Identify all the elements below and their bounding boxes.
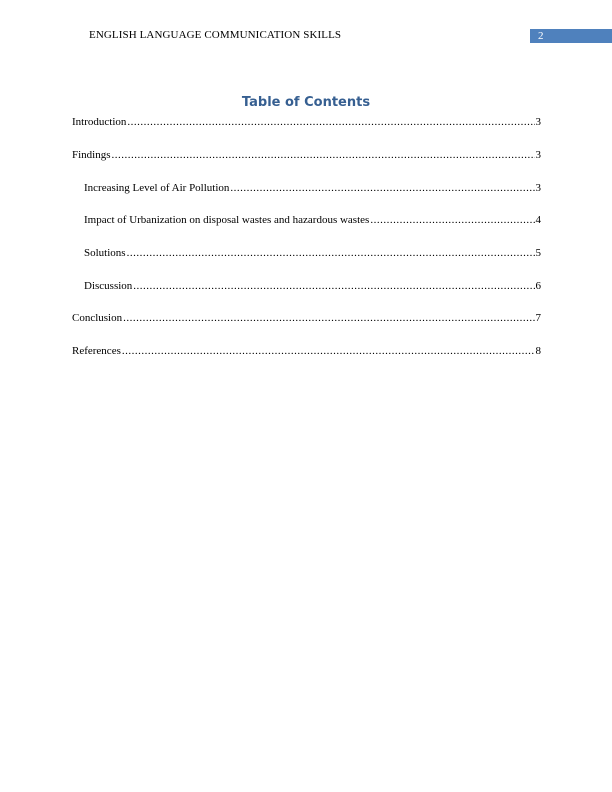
toc-leader-dots [112, 147, 535, 163]
page-number-badge [530, 29, 612, 43]
toc-entry-discussion[interactable] [84, 278, 541, 294]
toc-entry-page: 7 [535, 312, 541, 324]
toc-leader-dots [123, 310, 534, 326]
toc-entry-page: 3 [535, 116, 541, 128]
toc-entry-label: Introduction [72, 116, 127, 128]
toc-leader-dots [133, 278, 534, 294]
toc-leader-dots [370, 212, 534, 228]
toc-entry-urbanization[interactable] [84, 212, 541, 228]
toc-entry-findings[interactable] [72, 147, 541, 163]
toc-entry-page: 4 [535, 214, 541, 226]
toc-entry-page: 3 [535, 182, 541, 194]
toc-entry-label: Increasing Level of Air Pollution [84, 182, 230, 194]
toc-title: Table of Contents [241, 95, 371, 110]
toc-entry-label: Solutions [84, 247, 126, 259]
toc-entry-page: 5 [535, 247, 541, 259]
toc-entry-conclusion[interactable] [72, 310, 541, 326]
toc-entry-page: 3 [535, 149, 541, 161]
toc-entry-introduction[interactable] [72, 114, 541, 130]
toc-entry-label: Discussion [84, 280, 133, 292]
toc-entry-label: Findings [72, 149, 111, 161]
running-head: ENGLISH LANGUAGE COMMUNICATION SKILLS [89, 29, 342, 41]
toc-entry-label: Impact of Urbanization on disposal wastes and hazardous wastes [84, 214, 370, 226]
toc-leader-dots [230, 180, 534, 196]
toc-leader-dots [127, 245, 535, 261]
toc-entry-label: References [72, 345, 121, 357]
toc-entry-label: Conclusion [72, 312, 123, 324]
toc-entry-air-pollution[interactable] [84, 180, 541, 196]
page-number: 2 [538, 30, 544, 42]
toc-entry-page: 6 [535, 280, 541, 292]
toc-entry-page: 8 [535, 345, 541, 357]
toc-leader-dots [127, 114, 534, 130]
toc-entry-solutions[interactable] [84, 245, 541, 261]
toc-leader-dots [122, 343, 535, 359]
toc-entry-references[interactable] [72, 343, 541, 359]
